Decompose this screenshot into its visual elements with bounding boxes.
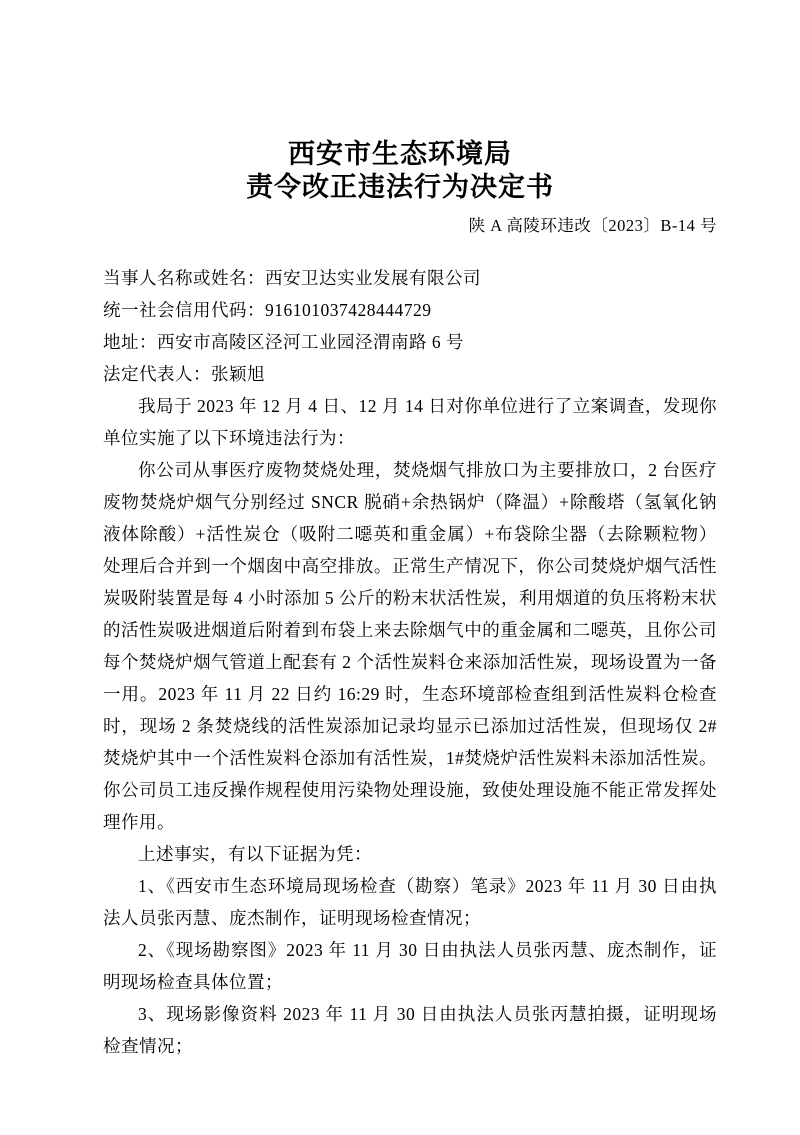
document-body	[103, 262, 717, 1062]
legal-representative-row	[103, 358, 717, 390]
evidence-item-2: 2、《现场勘察图》2023 年 11 月 30 日由执法人员张丙慧、庞杰制作，证明现场检查具体位置；	[103, 940, 717, 992]
document-header	[0, 0, 800, 204]
violation-facts-paragraph: 你公司从事医疗废物焚烧处理，焚烧烟气排放口为主要排放口，2 台医疗废物焚烧炉烟气分别经过 SNCR 脱硝+余热锅炉（降温）+除酸塔（氢氧化钠液体除酸）+活性炭仓（吸附二噁英和重金属）+布袋除尘器（去除颗粒物）处理后合并到一个烟囱中高空排放。正常生产情况下，你公司焚烧炉烟气活性炭吸附装置是每 4 小时添加 5 公斤的粉末状活性炭，利用烟道的负压将粉末状的活性炭吸进烟道后附着到布袋上来去除烟气中的重金属和二噁英，且你公司每个焚烧炉烟气管道上配套有 2 个活性炭料仓来添加活性炭，现场设置为一备一用。2023 年 11 月 22 日约 16:29 时，生态环境部检查组到活性炭料仓检查时，现场 2 条焚烧线的活性炭添加记录均显示已添加过活性炭，但现场仅 2#焚烧炉其中一个活性炭料仓添加有活性炭，1#焚烧炉活性炭料未添加活性炭。你公司员工违反操作规程使用污染物处理设施，致使处理设施不能正常发挥处理作用。	[103, 460, 717, 832]
evidence-intro-paragraph: 上述事实，有以下证据为凭：	[138, 844, 372, 864]
document-number: 陕 A 高陵环违改〔2023〕B-14 号	[468, 216, 717, 235]
party-name-value: 西安卫达实业发展有限公司	[265, 268, 481, 288]
credit-code-label: 统一社会信用代码：	[103, 300, 265, 320]
credit-code-row	[103, 294, 717, 326]
credit-code-value: 916101037428444729	[265, 300, 432, 320]
address-row	[103, 326, 717, 358]
address-value: 西安市高陵区泾河工业园泾渭南路 6 号	[157, 332, 464, 352]
evidence-item-1: 1、《西安市生态环境局现场检查（勘察）笔录》2023 年 11 月 30 日由执法人员张丙慧、庞杰制作，证明现场检查情况；	[103, 876, 717, 928]
legal-representative-value: 张颖旭	[211, 364, 265, 384]
party-name-label: 当事人名称或姓名：	[103, 268, 265, 288]
issuing-authority-title: 西安市生态环境局	[288, 139, 512, 169]
document-type-title: 责令改正违法行为决定书	[246, 172, 554, 202]
investigation-intro-paragraph: 我局于 2023 年 12 月 4 日、12 月 14 日对你单位进行了立案调查，发现你单位实施了以下环境违法行为：	[103, 396, 717, 448]
party-name-row	[103, 262, 717, 294]
legal-representative-label: 法定代表人：	[103, 364, 211, 384]
evidence-item-3: 3、现场影像资料 2023 年 11 月 30 日由执法人员张丙慧拍摄，证明现场检查情况；	[103, 1004, 717, 1056]
address-label: 地址：	[103, 332, 157, 352]
